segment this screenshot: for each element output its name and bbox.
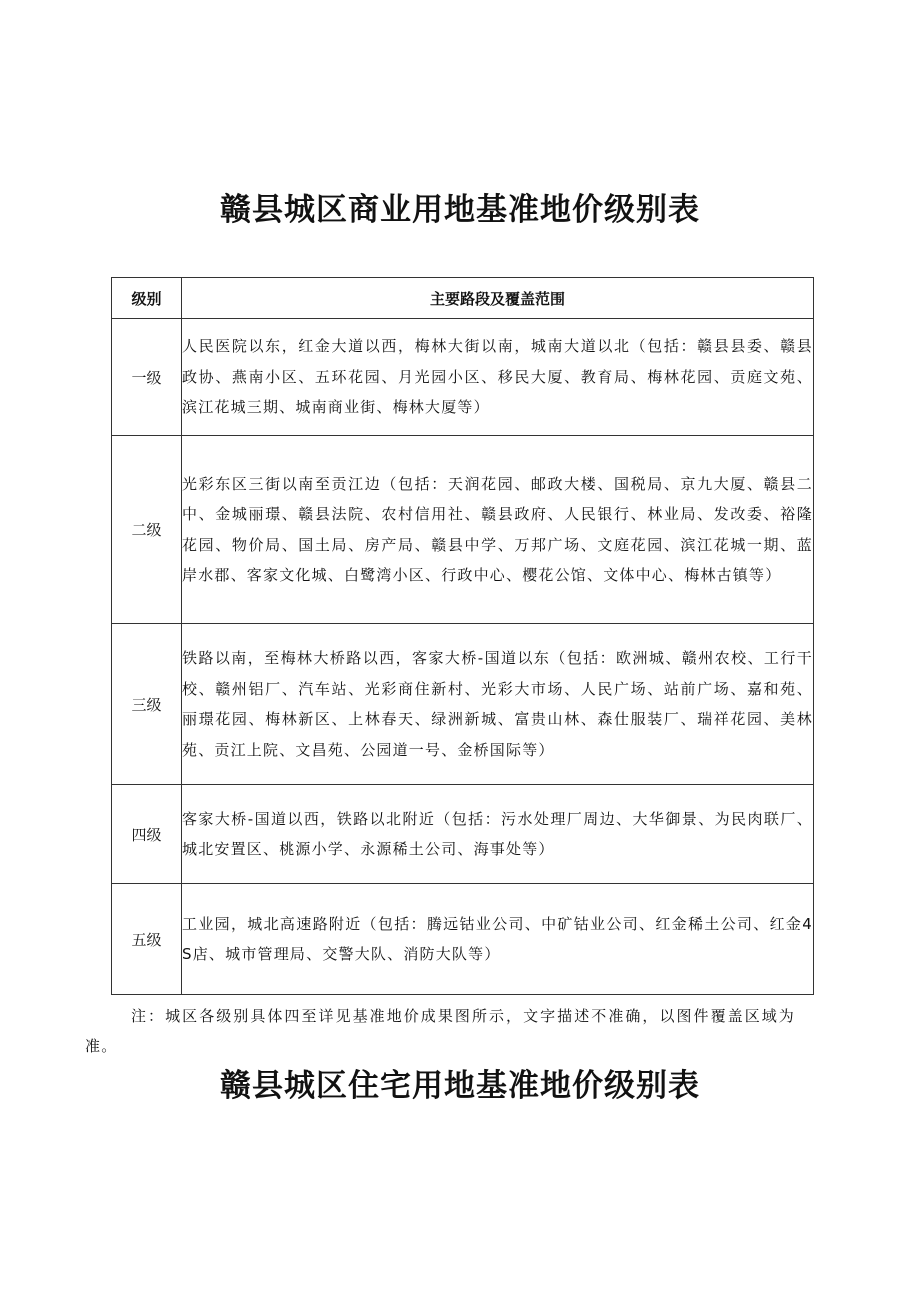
table-row [112,785,814,884]
commercial-table-title: 赣县城区商业用地基准地价级别表 [220,192,700,228]
scope-cell: 人民医院以东，红金大道以西，梅林大街以南，城南大道以北（包括：赣县县委、赣县政协、燕南小区、五环花园、月光园小区、移民大厦、教育局、梅林花园、贡庭文苑、滨江花城三期、城南商业街、梅林大厦等） [182,319,814,436]
table-row [112,319,814,436]
header-scope: 主要路段及覆盖范围 [182,278,814,319]
scope-cell: 铁路以南，至梅林大桥路以西，客家大桥-国道以东（包括：欧洲城、赣州农校、工行干校、赣州铝厂、汽车站、光彩商住新村、光彩大市场、人民广场、站前广场、嘉和苑、丽璟花园、梅林新区、上林春天、绿洲新城、富贵山林、森仕服装厂、瑞祥花园、美林苑、贡江上院、文昌苑、公园道一号、金桥国际等） [182,624,814,785]
scope-cell: 客家大桥-国道以西，铁路以北附近（包括：污水处理厂周边、大华御景、为民肉联厂、城北安置区、桃源小学、永源稀土公司、海事处等） [182,785,814,884]
residential-table-title: 赣县城区住宅用地基准地价级别表 [220,1068,700,1104]
level-cell: 五级 [112,884,182,995]
table-row [112,436,814,624]
header-level: 级别 [112,278,182,319]
table-header-row [112,278,814,319]
table-row [112,624,814,785]
scope-cell: 工业园，城北高速路附近（包括：腾远钴业公司、中矿钴业公司、红金稀土公司、红金4S店、城市管理局、交警大队、消防大队等） [182,884,814,995]
level-cell: 二级 [112,436,182,624]
level-cell: 一级 [112,319,182,436]
level-cell: 四级 [112,785,182,884]
table-row [112,884,814,995]
scope-cell: 光彩东区三街以南至贡江边（包括：天润花园、邮政大楼、国税局、京九大厦、赣县二中、金城丽璟、赣县法院、农村信用社、赣县政府、人民银行、林业局、发改委、裕隆花园、物价局、国土局、房产局、赣县中学、万邦广场、文庭花园、滨江花城一期、蓝岸水郡、客家文化城、白鹭湾小区、行政中心、樱花公馆、文体中心、梅林古镇等） [182,436,814,624]
level-cell: 三级 [112,624,182,785]
commercial-level-table [111,277,814,995]
table-footnote: 注：城区各级别具体四至详见基准地价成果图所示，文字描述不准确，以图件覆盖区域为准。 [85,1007,795,1055]
